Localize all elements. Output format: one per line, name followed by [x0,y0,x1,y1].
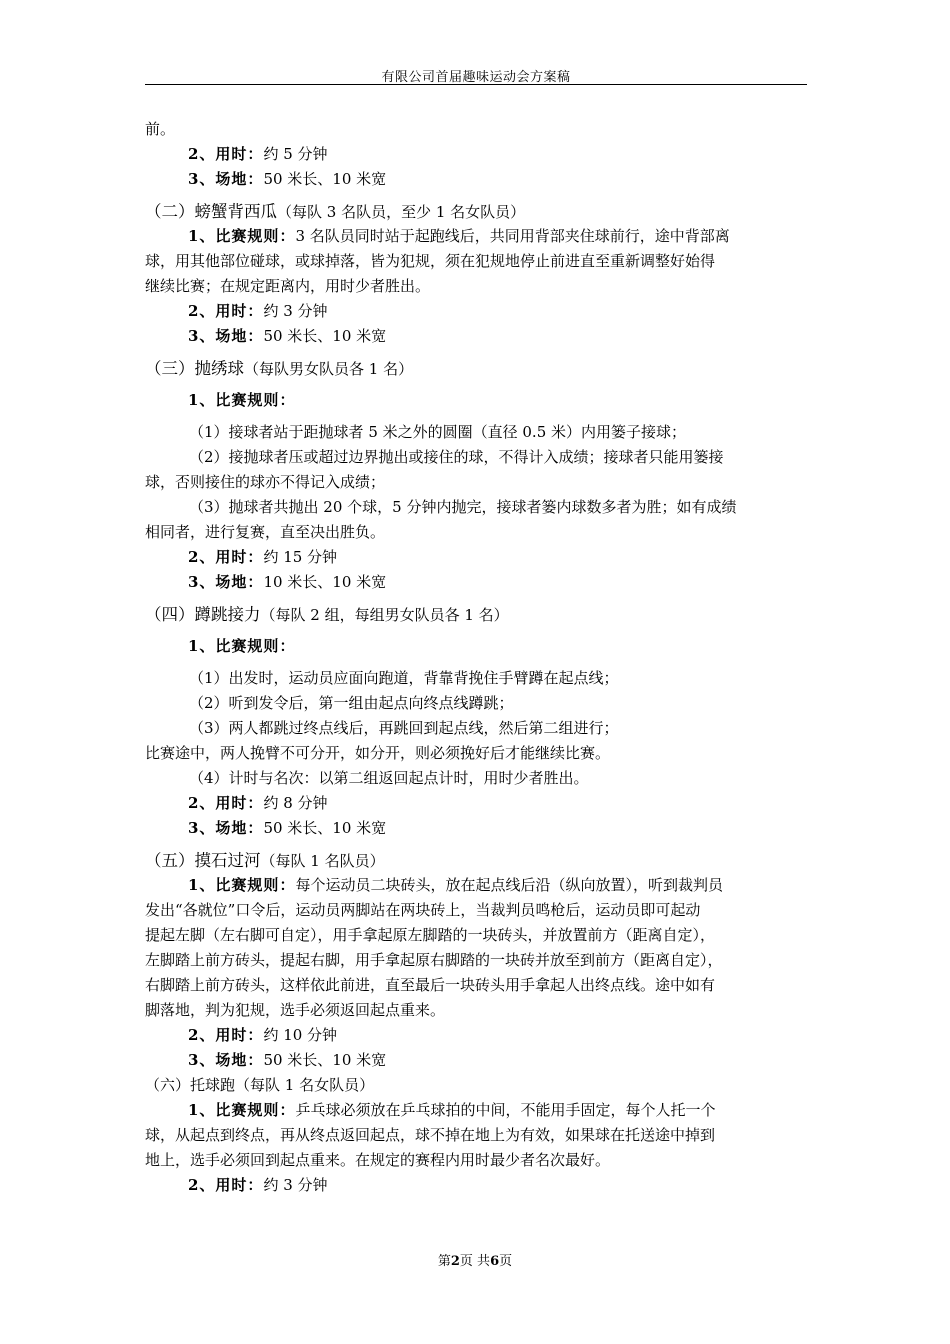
paragraph-line [145,570,807,595]
paragraph-line [145,998,807,1023]
paragraph-line [145,1123,807,1148]
line-text: 约 3 分钟 [263,1176,328,1194]
line-text: （每队男女队员各 1 名） [244,360,414,378]
paragraph-line [145,249,807,274]
section-heading [145,602,807,627]
paragraph-line [145,634,807,659]
line-text: 50 米长、10 米宽 [263,327,387,345]
line-text: （3）两人都跳过终点线后，再跳回到起点线，然后第二组进行； [189,719,619,737]
section-heading [145,199,807,224]
line-text: 约 3 分钟 [263,302,328,320]
item-label: 1、比赛规则： [188,391,296,409]
item-label: 1、比赛规则： [188,637,296,655]
paragraph-line [145,167,807,192]
footer-middle: 页 共 [459,1254,491,1269]
line-text: 50 米长、10 米宽 [263,819,387,837]
paragraph-line [145,520,807,545]
item-label: 3、场地： [188,1051,264,1069]
section-title: （三）抛绣球 [145,359,244,378]
paragraph-line [145,445,807,470]
item-label: 2、用时： [188,1026,264,1044]
line-text: （1）接球者站于距抛球者 5 米之外的圆圈（直径 0.5 米）内用篓子接球； [189,423,687,441]
line-text: 球，从起点到终点，再从终点返回起点，球不掉在地上为有效，如果球在托送途中掉到 [145,1126,716,1144]
line-text: 约 15 分钟 [263,548,338,566]
line-text: 约 10 分钟 [263,1026,338,1044]
item-label: 2、用时： [188,145,264,163]
page-header-title: 有限公司首届趣味运动会方案稿 [381,70,571,85]
paragraph-line [145,791,807,816]
paragraph-line [145,898,807,923]
paragraph-line [145,766,807,791]
paragraph-line [145,1173,807,1198]
paragraph-line [145,948,807,973]
footer-suffix: 页 [499,1254,513,1269]
section-heading [145,848,807,873]
line-text: 比赛途中，两人挽臂不可分开，如分开，则必须挽好后才能继续比赛。 [145,744,611,762]
footer-page-number: 2 [450,1254,460,1269]
paragraph-line [145,299,807,324]
line-text: 发出“各就位”口令后，运动员两脚站在两块砖上，当裁判员鸣枪后，运动员即可起动 [145,901,701,919]
section-title: （四）蹲跳接力 [145,605,261,624]
paragraph-line [145,1048,807,1073]
line-text: （1）出发时，运动员应面向跑道，背靠背挽住手臂蹲在起点线； [189,669,619,687]
line-text: 右脚踏上前方砖头，这样依此前进，直至最后一块砖头用手拿起人出终点线。途中如有 [145,976,716,994]
line-text: 10 米长、10 米宽 [263,573,387,591]
footer-prefix: 第 [437,1254,451,1269]
paragraph-line [145,1098,807,1123]
paragraph-line [145,388,807,413]
line-text: （每队 1 名队员） [260,852,385,870]
section-title: （六）托球跑 [145,1076,236,1094]
line-text: （3）抛球者共抛出 20 个球，5 分钟内抛完，接球者篓内球数多者为胜；如有成绩 [189,498,737,516]
line-text: 50 米长、10 米宽 [263,1051,387,1069]
line-text: 50 米长、10 米宽 [263,170,387,188]
paragraph-line [145,666,807,691]
paragraph-line [145,495,807,520]
line-text: （4）计时与名次：以第二组返回起点计时，用时少者胜出。 [189,769,589,787]
paragraph-line [145,923,807,948]
item-label: 1、比赛规则： [188,876,296,894]
item-label: 3、场地： [188,573,264,591]
section-title: （五）摸石过河 [145,851,261,870]
section-heading [145,356,807,381]
paragraph-line [145,224,807,249]
paragraph-line [145,142,807,167]
paragraph-line [145,716,807,741]
line-text: 前。 [145,120,176,138]
paragraph-line [145,274,807,299]
line-text: 继续比赛；在规定距离内，用时少者胜出。 [145,277,431,295]
line-text: 提起左脚（左右脚可自定），用手拿起原左脚踏的一块砖头，并放置前方（距离自定）， [145,926,716,944]
document-body [145,117,807,1198]
item-label: 2、用时： [188,794,264,812]
item-label: 2、用时： [188,1176,264,1194]
line-text: 球，否则接住的球亦不得记入成绩； [145,473,386,491]
paragraph-line [145,324,807,349]
page-footer [0,1250,950,1269]
paragraph-line [145,691,807,716]
line-text: （2）接抛球者压或超过边界抛出或接住的球，不得计入成绩；接球者只能用篓接 [189,448,724,466]
paragraph-line [145,816,807,841]
paragraph-line [145,117,807,142]
paragraph-line [145,973,807,998]
line-text: （2）听到发令后，第一组由起点向终点线蹲跳； [189,694,514,712]
paragraph-line [145,545,807,570]
item-label: 3、场地： [188,327,264,345]
paragraph-line [145,420,807,445]
paragraph-line [145,741,807,766]
paragraph-line [145,470,807,495]
line-text: （每队 3 名队员，至少 1 名女队员） [277,203,526,221]
line-text: 地上，选手必须回到起点重来。在规定的赛程内用时最少者名次最好。 [145,1151,611,1169]
footer-total-pages: 6 [490,1254,500,1269]
item-label: 3、场地： [188,819,264,837]
item-label: 1、比赛规则： [188,1101,296,1119]
line-text: 球，用其他部位碰球，或球掉落，皆为犯规，须在犯规地停止前进直至重新调整好始得 [145,252,716,270]
line-text: 约 8 分钟 [263,794,328,812]
header-divider [145,84,807,85]
line-text: 约 5 分钟 [263,145,328,163]
section-heading [145,1073,807,1098]
paragraph-line [145,1023,807,1048]
line-text: 相同者，进行复赛，直至决出胜负。 [145,523,386,541]
line-text: （每队 1 名女队员） [235,1076,375,1094]
item-label: 2、用时： [188,548,264,566]
item-label: 2、用时： [188,302,264,320]
line-text: 3 名队员同时站于起跑线后，共同用背部夹住球前行，途中背部离 [295,227,730,245]
line-text: （每队 2 组，每组男女队员各 1 名） [260,606,509,624]
line-text: 乒乓球必须放在乒乓球拍的中间，不能用手固定，每个人托一个 [295,1101,716,1119]
item-label: 3、场地： [188,170,264,188]
paragraph-line [145,873,807,898]
item-label: 1、比赛规则： [188,227,296,245]
line-text: 左脚踏上前方砖头，提起右脚，用手拿起原右脚踏的一块砖并放至到前方（距离自定）， [145,951,723,969]
line-text: 脚落地，判为犯规，选手必须返回起点重来。 [145,1001,446,1019]
section-title: （二）螃蟹背西瓜 [145,202,277,221]
line-text: 每个运动员二块砖头，放在起点线后沿（纵向放置），听到裁判员 [295,876,723,894]
paragraph-line [145,1148,807,1173]
